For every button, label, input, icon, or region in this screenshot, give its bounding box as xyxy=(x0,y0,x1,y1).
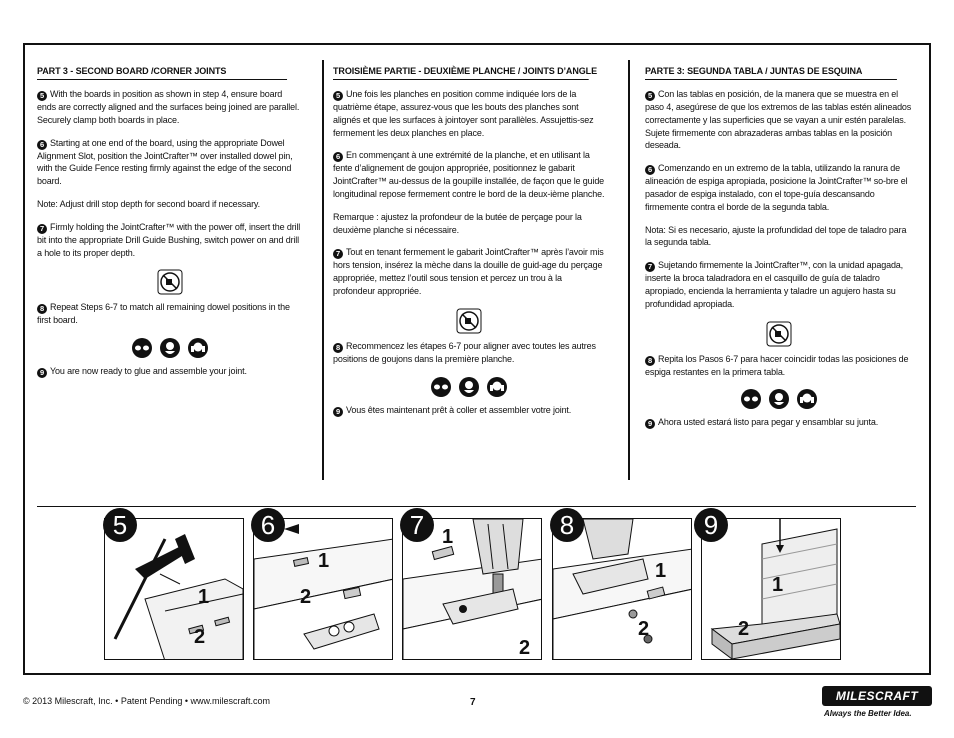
step-9: 9 You are now ready to glue and assemble your joint. xyxy=(37,365,303,378)
note: Note: Adjust drill stop depth for second board if necessary. xyxy=(37,198,260,209)
step-7: 7 Firmly holding the JointCrafter™ with the power off, insert the drill bit into the appropriate Drill Guide Bushing, switch power on and drill a hole to its proper depth. xyxy=(37,221,301,258)
page-number: 7 xyxy=(470,697,476,708)
warning-icons xyxy=(645,321,913,347)
step-6: 6 Starting at one end of the board, using the appropriate Dowel Alignment Slot, position the JointCrafter™ over installed dowel pin, with the Guide Fence resting firmly against the edge of the second board. xyxy=(37,137,293,187)
figure-label: 2 xyxy=(300,586,312,608)
safety-glasses-icon xyxy=(740,388,762,410)
no-power-icon xyxy=(456,308,482,334)
column-english xyxy=(37,66,303,388)
step-5: 5 With the boards in position as shown in step 4, ensure board ends are correctly aligned and the surfaces being joined are parallel. Securely clamp both boards in place. xyxy=(37,89,300,125)
figure-label: 1 xyxy=(772,574,784,596)
step-8: 8 Repita los Pasos 6-7 para hacer coincidir todas las posiciones de espiga restantes en la primera tabla. xyxy=(645,353,909,377)
ear-protection-icon xyxy=(796,388,818,410)
section-heading: PART 3 - SECOND BOARD /CORNER JOINTS xyxy=(37,66,287,80)
ppe-icons xyxy=(37,337,303,359)
figure-badge: 8 xyxy=(550,508,584,542)
figure-step-9 xyxy=(701,518,841,660)
figure-label: 1 xyxy=(442,526,454,548)
dust-mask-icon xyxy=(458,376,480,398)
safety-glasses-icon xyxy=(131,337,153,359)
figure-label: 2 xyxy=(638,618,650,640)
warning-icons xyxy=(333,308,605,334)
warning-icons xyxy=(37,269,303,295)
ear-protection-icon xyxy=(486,376,508,398)
step-9: 9 Ahora usted estará listo para pegar y ensamblar su junta. xyxy=(645,416,913,429)
column-divider xyxy=(628,60,630,480)
section-heading: PARTE 3: SEGUNDA TABLA / JUNTAS DE ESQUINA xyxy=(645,66,897,80)
figure-label: 2 xyxy=(519,637,531,659)
dust-mask-icon xyxy=(768,388,790,410)
step-5: 5 Con las tablas en posición, de la manera que se muestra en el paso 4, asegúrese de que los extremos de las tablas estén alineados correctamente y las superficies que se vayan a unir estén paralelas. Sujete firmemente con abrazaderas ambas tablas en la posición deseada. xyxy=(645,89,912,151)
no-power-icon xyxy=(157,269,183,295)
figure-badge: 7 xyxy=(400,508,434,542)
figure-label: 2 xyxy=(738,618,750,640)
step-6: 6 En commençant à une extrémité de la planche, et en utilisant la fente d’alignement de goujon appropriée, positionnez le gabarit JointCrafter™ au-dessus de la goupille installée, de façon que le guide longitudinal repose fermement contre le bord de la deux-ième planche. xyxy=(333,150,605,199)
step-7: 7 Sujetando firmemente la JointCrafter™, con la unidad apagada, inserte la broca taladradora en el casquillo de guía de taladro apropiado, encienda la herramienta y taladre un agujero hasta su profundidad apropiada. xyxy=(645,260,904,309)
ppe-icons xyxy=(645,388,913,410)
brand-logo: MILESCRAFT xyxy=(822,686,932,706)
section-divider xyxy=(37,506,916,507)
step-8: 8 Repeat Steps 6-7 to match all remaining dowel positions in the first board. xyxy=(37,302,290,326)
figure-badge: 9 xyxy=(694,508,728,542)
dust-mask-icon xyxy=(159,337,181,359)
section-heading: TROISIÈME PARTIE - DEUXIÈME PLANCHE / JOINTS D’ANGLE xyxy=(333,66,589,80)
step-5: 5 Une fois les planches en position comme indiquée lors de la quatrième étape, assurez-vous que les bouts des planches sont alignés et que les surfaces à jointoyer sont parallèles. Assujettis-sez fermement les deux planches en place. xyxy=(333,89,594,138)
note: Remarque : ajustez la profondeur de la butée de perçage pour la deuxième planche si nécessaire. xyxy=(333,211,582,235)
step-6: 6 Comenzando en un extremo de la tabla, utilizando la ranura de alineación de espiga apropiada, posicione la JointCrafter™ so-bre el pasador de espiga instalado, con el tope-guía descansando firmemente contra el borde de la segunda tabla. xyxy=(645,163,908,212)
figure-badge: 6 xyxy=(251,508,285,542)
figure-label: 1 xyxy=(318,550,330,572)
ear-protection-icon xyxy=(187,337,209,359)
step-9: 9 Vous êtes maintenant prêt à coller et assembler votre joint. xyxy=(333,404,605,417)
figure-label: 1 xyxy=(198,586,210,608)
brand-tagline: Always the Better Idea. xyxy=(824,709,912,718)
step-7: 7 Tout en tenant fermement le gabarit JointCrafter™ après l’avoir mis hors tension, insérez la mèche dans la douille de guid-age du perçage appropriée, mettez l’outil sous tension et percez un trou à la profondeur appropriée. xyxy=(333,247,604,296)
no-power-icon xyxy=(766,321,792,347)
safety-glasses-icon xyxy=(430,376,452,398)
copyright-text: © 2013 Milescraft, Inc. • Patent Pending • www.milescraft.com xyxy=(23,696,271,706)
column-french xyxy=(333,66,605,427)
column-divider xyxy=(322,60,324,480)
figure-label: 1 xyxy=(655,560,667,582)
figure-label: 2 xyxy=(194,626,206,648)
figure-badge: 5 xyxy=(103,508,137,542)
ppe-icons xyxy=(333,376,605,398)
column-spanish xyxy=(645,66,913,439)
step-8: 8 Recommencez les étapes 6-7 pour aligner avec toutes les autres positions de goujons dans la première planche. xyxy=(333,340,596,364)
note: Nota: Si es necesario, ajuste la profundidad del tope de taladro para la segunda tabla. xyxy=(645,224,907,248)
